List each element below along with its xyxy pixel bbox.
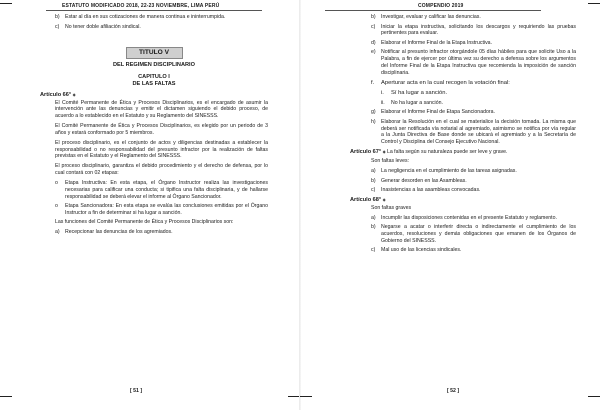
item-text: Etapa Sancionadora: En esta etapa se evalúa las conclusiones emitidas por el Órgano Instructor a fin de determinar si ha lugar a sanción. [65, 203, 268, 216]
item-marker: g) [371, 109, 376, 116]
list-item [356, 224, 576, 245]
item-marker: f. [371, 79, 375, 86]
item-text: Elaborar el Informe Final de la Etapa Instructiva. [381, 39, 493, 46]
crop-mark [0, 396, 12, 397]
header-rule [46, 10, 262, 11]
list-item [356, 215, 576, 222]
list-item [356, 49, 576, 77]
item-marker: ii. [381, 99, 385, 106]
item-marker: c) [371, 23, 376, 30]
running-head-left: ESTATUTO MODIFICADO 2018, 22-23 NOVIEMBRE, LIMA PERÚ [62, 3, 220, 9]
item-marker: c) [371, 187, 376, 194]
title-subtitle: DEL REGIMEN DISCIPLINARIO [113, 62, 195, 68]
item-text: La negligencia en el cumplimiento de las tareas asignadas. [381, 168, 517, 175]
item-text: Inasistencias a las asambleas convocadas. [381, 187, 481, 194]
item-text: Elaborar el Informe Final de Etapa Sancionadora. [381, 109, 495, 116]
list-item [356, 168, 576, 175]
list-item [356, 100, 576, 107]
item-text: Negarse a acatar o interferir directa o indirectamente el cumplimiento de los acuerdos, resoluciones y demás obligaciones que emanen de los Órganos de Gobierno del SINESSS. [381, 224, 576, 244]
item-marker: h) [371, 118, 376, 125]
item-text: Mal uso de las licencias sindicales. [381, 247, 462, 254]
article-67-text: La falta según su naturaleza puede ser leve y grave. [386, 148, 508, 155]
section-heading: Son faltas graves [371, 204, 412, 211]
list-item [356, 14, 576, 21]
crop-mark [588, 396, 600, 397]
crop-mark [0, 3, 12, 4]
item-marker: a) [55, 229, 60, 236]
left-page-body [40, 14, 268, 239]
paragraph: El Comité Permanente de Ética y Procesos Disciplinarios, es elegido por un periodo de 3 años y estará conformado por 5 miembros. [55, 123, 268, 136]
running-head-right: COMPENDIO 2019 [418, 3, 464, 9]
article-68-label: Artículo 68° ⁎ [350, 196, 386, 203]
list-item [40, 24, 268, 31]
item-text: No ha lugar a sanción. [391, 99, 443, 106]
paragraph: Las funciones del Comité Permanente de Ética y Procesos Disciplinarios son: [55, 219, 234, 226]
list-item [356, 80, 576, 87]
list-item [40, 180, 268, 201]
section-heading: Son faltas leves: [371, 158, 410, 165]
item-marker: c) [55, 23, 60, 30]
list-item [356, 247, 576, 254]
item-marker: o [55, 179, 58, 186]
article-66-label: Artículo 66° ⁎ [40, 91, 76, 98]
article-67-label: Artículo 67° ⁎ [350, 148, 386, 155]
paragraph: El proceso disciplinario, es el conjunto de actos y diligencias destinadas a establecer la responsabilidad o no responsabilidad del presunto infractor por la realización de faltas previstas en el Estatuto y el Reglamento del SINESSS. [55, 139, 268, 160]
item-marker: a) [371, 168, 376, 175]
page-number: [ 52 ] [447, 388, 460, 394]
list-item [40, 203, 268, 217]
item-text: Notificar al presunto infractor otorgándole 05 días hábiles para que solicite Uso a la Palabra, a fin de ejercer por última vez su derecho a defensa sobre los argumentos del Informe Final de la Etapa Instructiva que recomienda la imposición de sanción disciplinaria. [381, 49, 576, 77]
list-item [356, 90, 576, 97]
paragraph: El proceso disciplinario, garantiza el debido procedimiento y el derecho de defensa, por lo cual contará con 02 etapas: [55, 163, 268, 177]
item-marker: b) [55, 14, 60, 20]
article-67 [350, 149, 576, 156]
item-marker: b) [371, 224, 376, 231]
right-page-body [350, 14, 576, 257]
list-item [356, 109, 576, 116]
item-marker: b) [371, 14, 376, 20]
item-text: No tener doble afiliación sindical. [65, 23, 141, 30]
item-marker: e) [371, 49, 376, 56]
paragraph: El Comité Permanente de Ética y Procesos Disciplinarios, es el encargado de asumir la intervención ante las denuncias y emitir el dictamen siguiendo el debido proceso, de acuerdo a lo establecido en el Estatuto y su Reglamento del SINESSS. [55, 99, 268, 120]
item-text: Iniciar la etapa instructiva, solicitando los descargos y requiriendo las pruebas pertinentes para evaluar. [381, 23, 576, 37]
item-marker: b) [371, 177, 376, 184]
right-page [300, 0, 600, 410]
item-text: Estar al día en sus cotizaciones de manera continua e ininterrumpida. [65, 14, 226, 20]
list-item [40, 229, 268, 236]
list-item [356, 40, 576, 47]
item-marker: i. [381, 89, 384, 96]
item-marker: a) [371, 214, 376, 221]
crop-mark [300, 396, 312, 397]
item-marker: c) [371, 247, 376, 254]
item-text: Etapa Instructiva: En esta etapa, el Órgano Instructor realiza las investigaciones necesarias para calificar una conducta; si tipifica una falta disciplinaria, y de hallarse responsabilidad se deberá elevar el informe al Órgano Sancionador. [65, 179, 268, 200]
crop-mark [588, 3, 600, 4]
title-box: TITULO V [126, 47, 183, 59]
list-item [356, 187, 576, 194]
list-item [356, 24, 576, 38]
item-marker: d) [371, 39, 376, 46]
chapter-heading: CAPITULO I [138, 74, 170, 81]
list-item [356, 178, 576, 185]
item-text: Generar desorden en las Asambleas. [381, 177, 467, 184]
page-number: [ 51 ] [130, 388, 143, 394]
item-text: Recepcionar las denuncias de los agremiados. [65, 229, 173, 236]
list-item [356, 119, 576, 147]
item-text: Aperturar acta en la cual recogen la votación final: [381, 79, 510, 86]
item-text: Sí ha lugar a sanción. [391, 89, 448, 96]
item-marker: o [55, 203, 58, 210]
header-rule [325, 10, 541, 11]
chapter-subtitle: DE LAS FALTAS [132, 81, 176, 88]
item-text: Elaborar la Resolución en el cual se materialice la decisión tomada. La misma que deberá ser notificada vía notarial al agremiado, asimismo se notifica por vía regular a la Junta Directiva de Base donde se ubicará el agremiado y a la Secretaría de Control y Disciplina del Consejo Ejecutivo Nacional. [381, 118, 576, 146]
item-text: Incumplir las disposiciones contenidas en el presente Estatuto y reglamento. [381, 214, 557, 221]
list-item [40, 14, 268, 21]
item-text: Investigar, evaluar y calificar las denuncias. [381, 14, 481, 20]
